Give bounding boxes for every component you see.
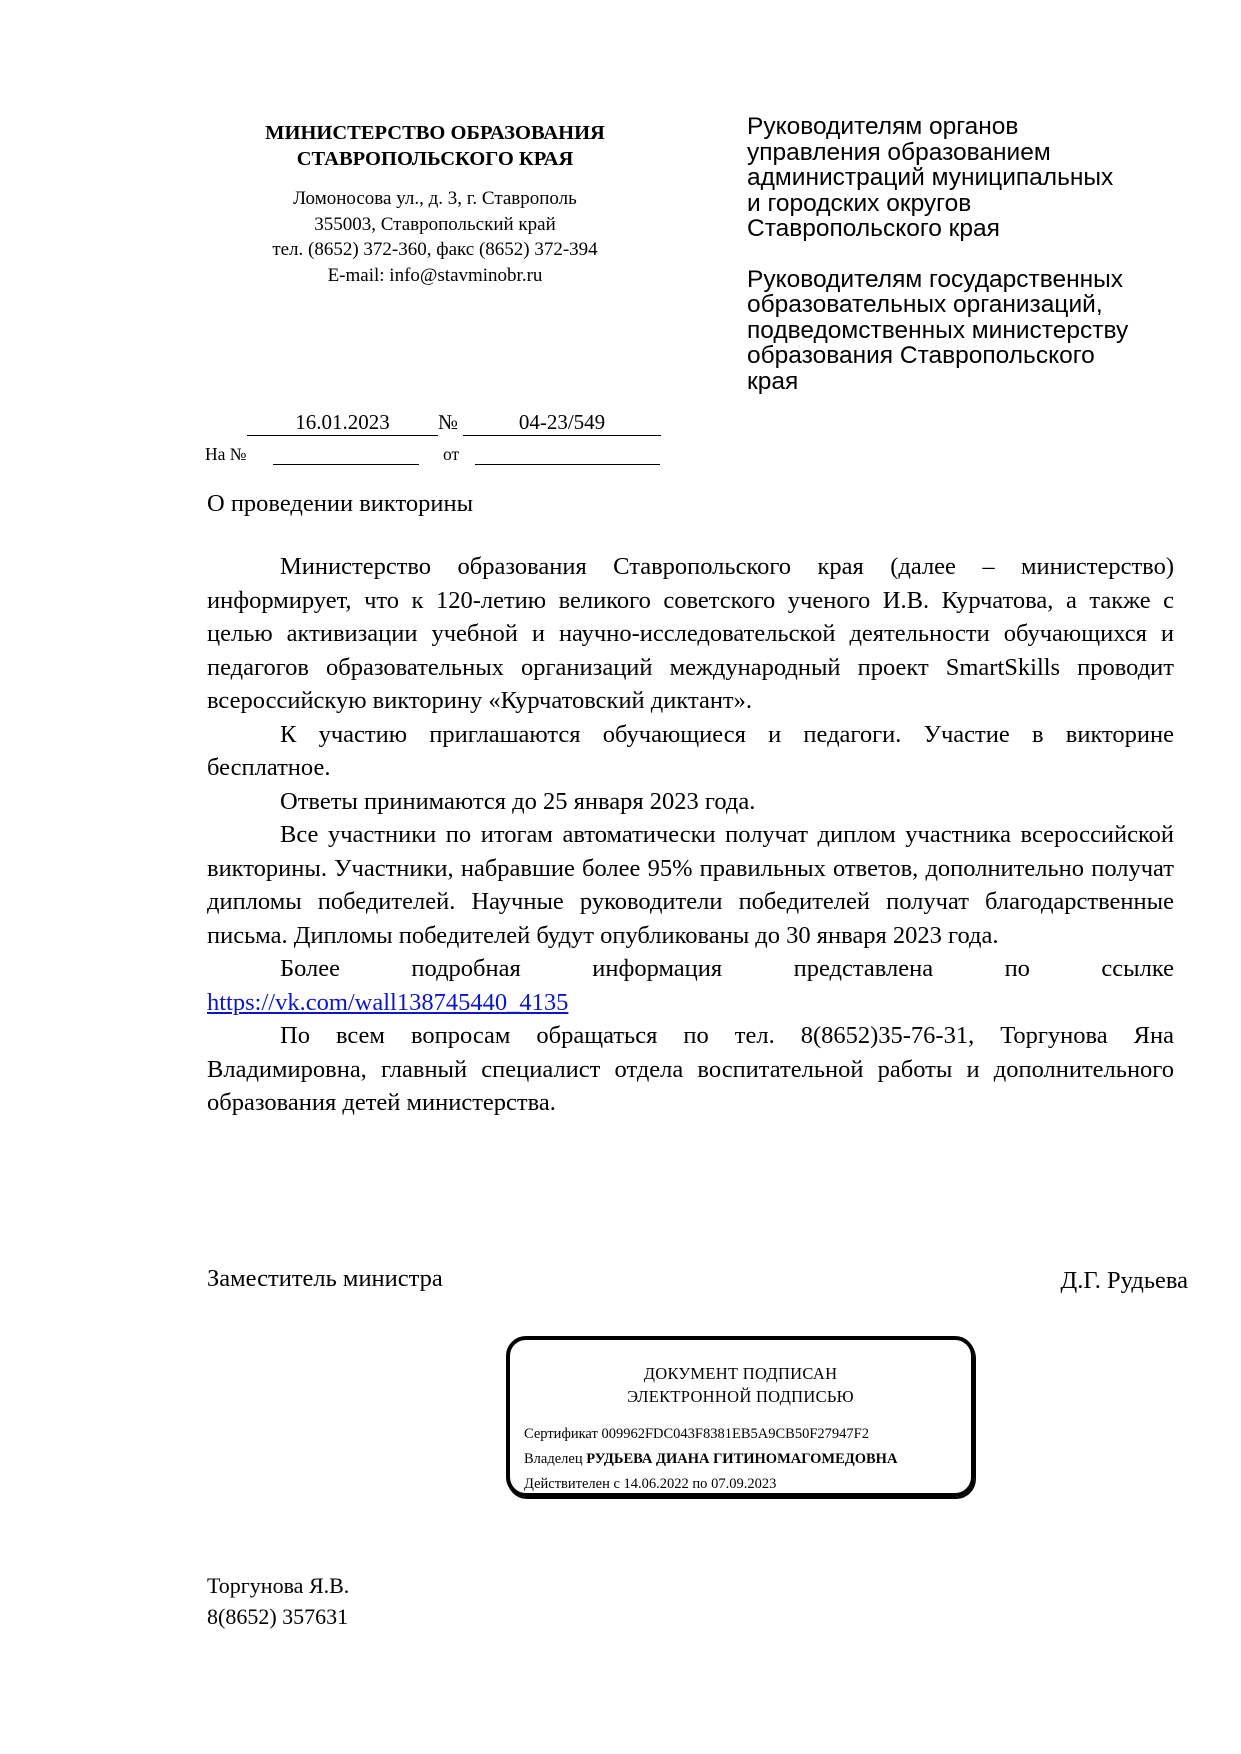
letter-subject: О проведении викторины [207,490,474,517]
number-label: № [438,410,459,434]
email-line: E-mail: info@stavminobr.ru [327,264,543,286]
ministry-title-line: МИНИСТЕРСТВО ОБРАЗОВАНИЯ [265,122,605,144]
owner-line [524,1447,971,1472]
valid-to-label: по [692,1476,708,1492]
recipient-line: Руководителям государственных [747,265,1124,293]
recipient-line: образовательных организаций, [747,291,1103,318]
vk-link[interactable]: https://vk.com/wall138745440_4135 [207,988,569,1016]
recipient-line: и городских округов [747,189,972,217]
recipient-line: администраций муниципальных [747,164,1114,191]
recipient-line: управления образованием [747,138,1051,166]
phone-fax-line: тел. (8652) 372-360, факс (8652) 372-394 [272,239,598,260]
recipient-line: края [747,367,799,395]
body-paragraph: Все участники по итогам автоматически получат диплом участника всероссийской викторины. Участники, набравшие более 95% правильных ответов, дополнительно получат дипломы победителей. Научные руководители победителей получат благодарственные письма. Дипломы победителей будут опубликованы до 30 января 2023 года. [207,821,1174,949]
letter-body [207,550,1174,1120]
document-number: 04-23/549 [463,410,661,436]
signatory-name: Д.Г. Рудьева [1060,1267,1188,1294]
executor-block [207,1570,349,1632]
reference-row [205,442,675,468]
stamp-header [510,1362,971,1408]
owner-value: РУДЬЕВА ДИАНА ГИТИНОМАГОМЕДОВНА [586,1451,898,1467]
recipient-line: Руководителям органов [747,113,1019,140]
body-paragraph: Министерство образования Ставропольского края (далее – министерство) информирует, что к 120-летию великого советского ученого И.В. Курчатова, а также с целью активизации учебной и научно-исследовательской деятельности обучающихся и педагогов образовательных организаций международный проект SmartSkills проводит всероссийскую викторину «Курчатовский диктант». [207,553,1174,714]
ref-number-blank [273,442,419,465]
valid-to: 07.09.2023 [711,1476,777,1492]
stamp-header-line: ЭЛЕКТРОННОЙ ПОДПИСЬЮ [627,1387,854,1406]
owner-label: Владелец [524,1451,583,1467]
more-info-text: Более подробная информация представлена по ссылке [280,955,1174,982]
executor-phone: 8(8652) 357631 [207,1604,349,1629]
certificate-label: Сертификат [524,1426,598,1442]
ministry-title-line: СТАВРОПОЛЬСКОГО КРАЯ [296,148,574,170]
signatory-position: Заместитель министра [207,1265,443,1292]
recipients-block [747,114,1187,394]
valid-label: Действителен с [524,1476,620,1492]
registration-row [205,410,675,438]
address-line: Ломоносова ул., д. 3, г. Ставрополь [293,188,577,209]
certificate-value: 009962FDC043F8381EB5A9CB50F27947F2 [601,1426,869,1442]
ref-date-blank [475,442,660,465]
electronic-signature-stamp [506,1336,975,1497]
stamp-header-line: ДОКУМЕНТ ПОДПИСАН [643,1364,838,1383]
document-date: 16.01.2023 [247,410,438,436]
certificate-line [524,1422,971,1447]
executor-name: Торгунова Я.В. [207,1573,350,1598]
recipient-state-organizations [747,267,1187,395]
recipient-line: образования Ставропольского [747,342,1095,369]
sender-block [205,120,665,288]
body-paragraph: Ответы принимаются до 25 января 2023 года. [280,787,756,815]
recipient-line: подведомственных министерству [747,316,1129,344]
ref-number-label: На № [205,444,247,464]
body-paragraph: По всем вопросам обращаться по тел. 8(8652)35-76-31, Торгунова Яна Владимировна, главный специалист отдела воспитательной работы и дополнительного образования детей министерства. [207,1022,1174,1116]
body-paragraph: К участию приглашаются обучающиеся и педагоги. Участие в викторине бесплатное. [207,720,1174,781]
recipient-line: Ставропольского края [747,215,1000,242]
body-paragraph-link [207,952,1174,1019]
ref-from-label: от [443,444,460,464]
address-line: 355003, Ставропольский край [314,213,556,235]
recipient-municipal [747,114,1187,242]
sender-address [205,186,665,288]
validity-line [524,1472,971,1497]
valid-from: 14.06.2022 [623,1476,689,1492]
stamp-details [510,1422,971,1497]
ministry-title [205,120,665,172]
